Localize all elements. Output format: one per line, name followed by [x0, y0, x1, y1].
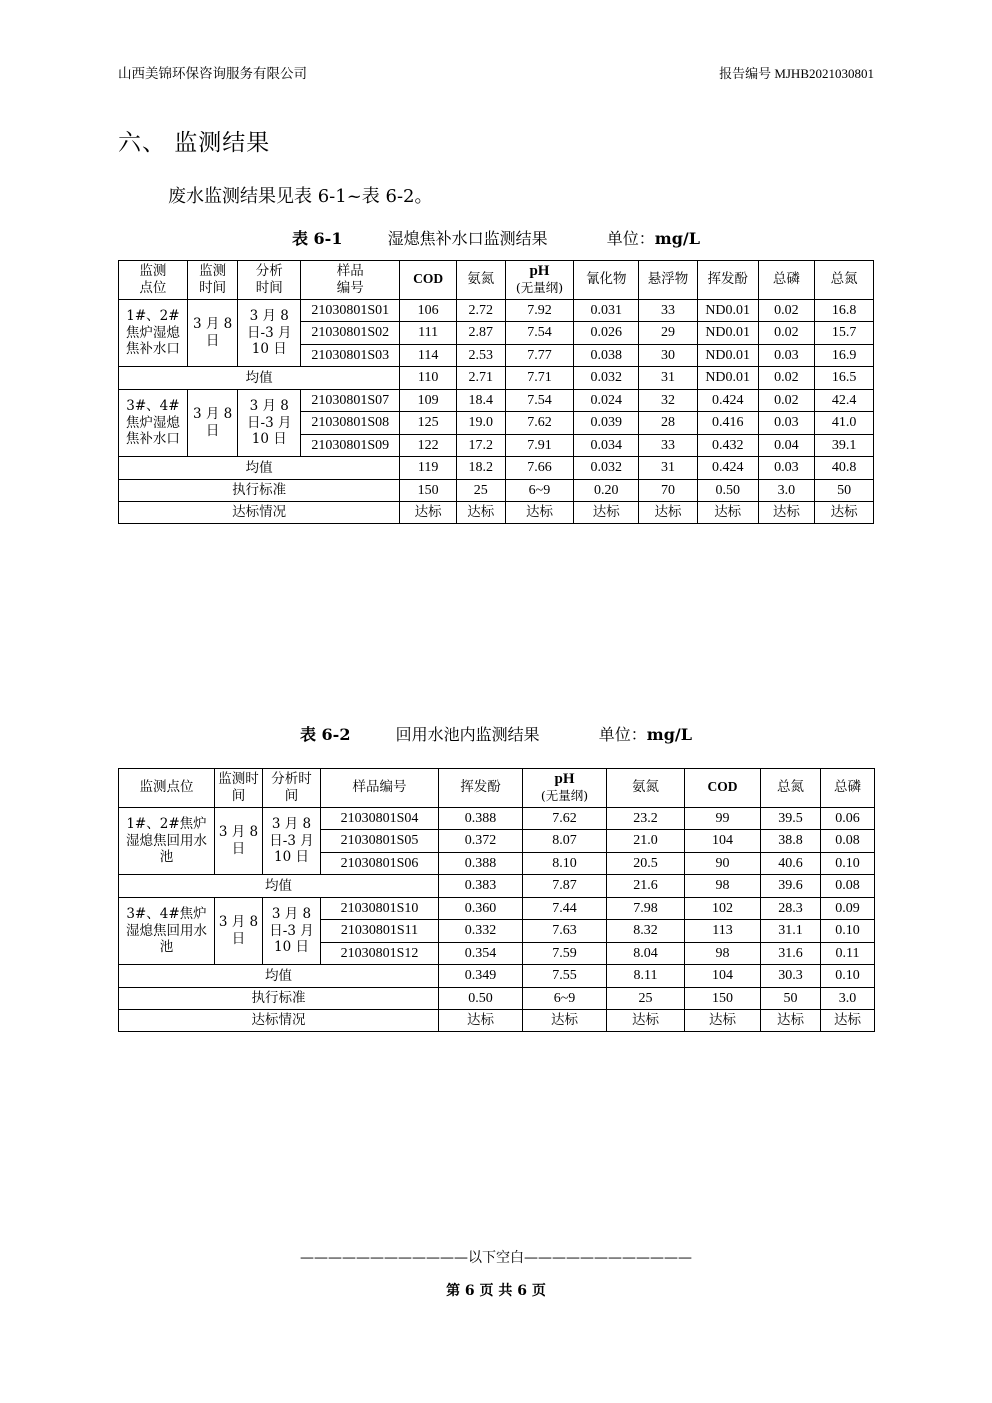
table2-g0-r1-tp: 0.08	[821, 830, 875, 853]
table2-g1-mean-label: 均值	[119, 965, 439, 988]
table1-g0-r1-tn: 15.7	[815, 322, 874, 345]
table2-g1-r0-phenol: 0.360	[439, 897, 523, 920]
table2-g0-r2-phenol: 0.388	[439, 852, 523, 875]
table1-col-ph-label: pH	[529, 263, 550, 280]
table2-g0-r0-cod: 99	[685, 807, 761, 830]
table1-col-ph-sub: (无量纲)	[515, 279, 564, 295]
table2-g0-mean-tp: 0.08	[821, 875, 875, 898]
table-row	[119, 807, 875, 830]
table2-g1-r2-sample: 21030801S12	[321, 942, 439, 965]
table2-compliance-row	[119, 1010, 875, 1032]
table1-g1-mean-phenol: 0.424	[697, 457, 758, 480]
table1-g0-r0-tn: 16.8	[815, 299, 874, 322]
table-row	[119, 897, 875, 920]
table2-g1-r2-tn: 31.6	[761, 942, 821, 965]
table1-compliance-label: 达标情况	[119, 502, 400, 524]
table2-standard-ammonia: 25	[607, 987, 685, 1010]
table1-compliance-ammonia: 达标	[456, 502, 505, 524]
table2-g1-r2-ammonia: 8.04	[607, 942, 685, 965]
table2-g0-mean-tn: 39.6	[761, 875, 821, 898]
table1-caption-unit-label: 单位：	[606, 229, 655, 248]
table1-g0-r0-cyanide: 0.031	[574, 299, 639, 322]
table1-compliance-phenol: 达标	[697, 502, 758, 524]
table1-g1-mean-row	[119, 457, 874, 480]
table2-g1-mean-row	[119, 965, 875, 988]
table2-g1-r1-ph: 7.63	[523, 920, 607, 943]
table2-g0-mean-ph: 7.87	[523, 875, 607, 898]
table2-caption-number: 表 6-2	[299, 725, 351, 744]
table1-g0-mean-phenol: ND0.01	[697, 367, 758, 390]
table2-g0-anatime: 3 月 8 日-3 月 10 日	[263, 807, 321, 875]
table2-g0-r1-sample: 21030801S05	[321, 830, 439, 853]
table1-g1-r1-phenol: 0.416	[697, 412, 758, 435]
page-footer: 第 6 页 共 6 页	[446, 1283, 546, 1299]
table1-g0-r2-tn: 16.9	[815, 344, 874, 367]
table2-g1-mean-tn: 30.3	[761, 965, 821, 988]
table1-g0-r0-phenol: ND0.01	[697, 299, 758, 322]
table2-g1-mean-cod: 104	[685, 965, 761, 988]
table1-g1-point: 3#、4#焦炉湿熄焦补水口	[119, 389, 188, 457]
table2-g0-point: 1#、2#焦炉湿熄焦回用水池	[119, 807, 215, 875]
table2-g1-r2-cod: 98	[685, 942, 761, 965]
table2-standard-tn: 50	[761, 987, 821, 1010]
table1-compliance-tp: 达标	[758, 502, 815, 524]
table1-col-cyanide: 氰化物	[574, 261, 639, 300]
page-title: 六、 监测结果	[118, 130, 271, 156]
table2-caption	[118, 722, 874, 745]
table2-g0-r0-tn: 39.5	[761, 807, 821, 830]
table1-caption-unit-value: mg/L	[654, 229, 701, 248]
table1-col-ammonia: 氨氮	[456, 261, 505, 300]
table1-g0-r2-ph: 7.77	[505, 344, 574, 367]
table1-g1-r1-ammonia: 19.0	[456, 412, 505, 435]
table2-standard-phenol: 0.50	[439, 987, 523, 1010]
table2-g1-r0-sample: 21030801S10	[321, 897, 439, 920]
table2-g0-mean-label: 均值	[119, 875, 439, 898]
table1-g0-r1-cyanide: 0.026	[574, 322, 639, 345]
table1-standard-tn: 50	[815, 479, 874, 502]
table2-compliance-phenol: 达标	[439, 1010, 523, 1032]
table1-g1-r1-suspended: 28	[639, 412, 698, 435]
table2-g0-r0-ammonia: 23.2	[607, 807, 685, 830]
table2-g1-r2-phenol: 0.354	[439, 942, 523, 965]
table1-g0-r2-sample: 21030801S03	[301, 344, 400, 367]
table1-g0-point: 1#、2#焦炉湿熄焦补水口	[119, 299, 188, 367]
table2-g1-r0-tn: 28.3	[761, 897, 821, 920]
table1-g1-mean-cod: 119	[400, 457, 457, 480]
table1-g0-r0-sample: 21030801S01	[301, 299, 400, 322]
table2-standard-label: 执行标准	[119, 987, 439, 1010]
table2-compliance-tn: 达标	[761, 1010, 821, 1032]
table2-g0-r2-ph: 8.10	[523, 852, 607, 875]
table2-g1-mean-ph: 7.55	[523, 965, 607, 988]
table2-g1-r1-tp: 0.10	[821, 920, 875, 943]
table1-caption-name: 湿熄焦补水口监测结果	[387, 229, 548, 248]
table2-g1-r1-ammonia: 8.32	[607, 920, 685, 943]
table1-standard-suspended: 70	[639, 479, 698, 502]
table1-g1-r0-cyanide: 0.024	[574, 389, 639, 412]
table-reuse-pool	[118, 768, 875, 1032]
table2-g1-r0-ammonia: 7.98	[607, 897, 685, 920]
table2-g1-mean-phenol: 0.349	[439, 965, 523, 988]
table1-col-tn: 总氮	[815, 261, 874, 300]
table1-standard-ph: 6~9	[505, 479, 574, 502]
table2-compliance-ph: 达标	[523, 1010, 607, 1032]
table1-g0-mean-tp: 0.02	[758, 367, 815, 390]
table1-col-ph	[505, 261, 574, 300]
table2-g0-r1-ph: 8.07	[523, 830, 607, 853]
table1-g0-mean-tn: 16.5	[815, 367, 874, 390]
table1-g0-r1-phenol: ND0.01	[697, 322, 758, 345]
table1-g1-r1-cod: 125	[400, 412, 457, 435]
table2-col-ph-label: pH	[554, 771, 575, 788]
table2-col-phenol: 挥发酚	[439, 769, 523, 808]
table1-g1-r1-cyanide: 0.039	[574, 412, 639, 435]
table2-g1-point: 3#、4#焦炉湿熄焦回用水池	[119, 897, 215, 965]
header-report-number: 报告编号 MJHB2021030801	[719, 66, 874, 81]
table1-g0-r1-cod: 111	[400, 322, 457, 345]
table2-g1-r0-ph: 7.44	[523, 897, 607, 920]
table1-g0-mean-label: 均值	[119, 367, 400, 390]
table1-g1-r2-ammonia: 17.2	[456, 434, 505, 457]
table1-g1-r1-sample: 21030801S08	[301, 412, 400, 435]
table2-compliance-tp: 达标	[821, 1010, 875, 1032]
table2-g0-r2-sample: 21030801S06	[321, 852, 439, 875]
table1-standard-cod: 150	[400, 479, 457, 502]
table1-g1-r2-tp: 0.04	[758, 434, 815, 457]
table1-g1-r1-tn: 41.0	[815, 412, 874, 435]
table1-g0-r2-phenol: ND0.01	[697, 344, 758, 367]
table1-g0-r2-cod: 114	[400, 344, 457, 367]
table1-g1-mean-tp: 0.03	[758, 457, 815, 480]
table1-g1-r0-phenol: 0.424	[697, 389, 758, 412]
table1-g1-r0-ammonia: 18.4	[456, 389, 505, 412]
table2-caption-unit-value: mg/L	[646, 725, 693, 744]
table1-standard-ammonia: 25	[456, 479, 505, 502]
table1-g1-mean-suspended: 31	[639, 457, 698, 480]
table1-g1-mean-label: 均值	[119, 457, 400, 480]
table2-g0-r1-ammonia: 21.0	[607, 830, 685, 853]
table1-g1-r2-tn: 39.1	[815, 434, 874, 457]
table2-col-ammonia: 氨氮	[607, 769, 685, 808]
table2-g0-mean-row	[119, 875, 875, 898]
table-row	[119, 299, 874, 322]
table1-col-suspended: 悬浮物	[639, 261, 698, 300]
table1-g1-r2-cod: 122	[400, 434, 457, 457]
intro-paragraph: 废水监测结果见表 6-1~表 6-2。	[168, 186, 433, 207]
table1-g0-r0-ammonia: 2.72	[456, 299, 505, 322]
table1-compliance-row	[119, 502, 874, 524]
table1-g1-mean-ammonia: 18.2	[456, 457, 505, 480]
table1-g0-r0-cod: 106	[400, 299, 457, 322]
blank-note: ————————————以下空白————————————	[300, 1250, 692, 1266]
table1-standard-cyanide: 0.20	[574, 479, 639, 502]
table2-standard-tp: 3.0	[821, 987, 875, 1010]
table1-g0-mean-cod: 110	[400, 367, 457, 390]
table1-g0-mean-cyanide: 0.032	[574, 367, 639, 390]
table1-compliance-tn: 达标	[815, 502, 874, 524]
table2-col-point: 监测点位	[119, 769, 215, 808]
table1-g1-r2-cyanide: 0.034	[574, 434, 639, 457]
table1-col-anatime: 分析 时间	[238, 261, 301, 300]
table2-g1-mean-ammonia: 8.11	[607, 965, 685, 988]
table2-g1-r0-cod: 102	[685, 897, 761, 920]
table2-g1-anatime: 3 月 8 日-3 月 10 日	[263, 897, 321, 965]
table1-caption-number: 表 6-1	[291, 229, 343, 248]
table1-g1-r2-phenol: 0.432	[697, 434, 758, 457]
table1-g1-r1-ph: 7.62	[505, 412, 574, 435]
table1-g0-r2-suspended: 30	[639, 344, 698, 367]
table2-standard-cod: 150	[685, 987, 761, 1010]
table1-standard-tp: 3.0	[758, 479, 815, 502]
table2-col-cod: COD	[685, 769, 761, 808]
header-company: 山西美锦环保咨询服务有限公司	[118, 66, 307, 82]
table1-g1-r0-suspended: 32	[639, 389, 698, 412]
table2-g1-r1-phenol: 0.332	[439, 920, 523, 943]
table1-g0-r0-ph: 7.92	[505, 299, 574, 322]
table2-caption-unit-label: 单位：	[598, 725, 647, 744]
table1-g0-anatime: 3 月 8 日-3 月 10 日	[238, 299, 301, 367]
table2-g1-r0-tp: 0.09	[821, 897, 875, 920]
table2-g0-montime: 3 月 8 日	[215, 807, 263, 875]
table1-col-point: 监测 点位	[119, 261, 188, 300]
table2-g0-r0-sample: 21030801S04	[321, 807, 439, 830]
table2-g1-r1-sample: 21030801S11	[321, 920, 439, 943]
table1-g1-r0-tp: 0.02	[758, 389, 815, 412]
table1-g1-anatime: 3 月 8 日-3 月 10 日	[238, 389, 301, 457]
table1-g0-r1-ammonia: 2.87	[456, 322, 505, 345]
table1-compliance-ph: 达标	[505, 502, 574, 524]
table2-g0-r1-cod: 104	[685, 830, 761, 853]
table1-col-tp: 总磷	[758, 261, 815, 300]
table1-standard-row	[119, 479, 874, 502]
table-wastewater-makeup-water	[118, 260, 874, 524]
table1-compliance-cyanide: 达标	[574, 502, 639, 524]
table2-g0-r2-tp: 0.10	[821, 852, 875, 875]
table2-header-row	[119, 769, 875, 808]
table1-standard-phenol: 0.50	[697, 479, 758, 502]
table1-caption	[118, 226, 874, 249]
table2-g1-r1-tn: 31.1	[761, 920, 821, 943]
table1-g0-r1-suspended: 29	[639, 322, 698, 345]
table2-g0-r2-ammonia: 20.5	[607, 852, 685, 875]
table1-g1-mean-ph: 7.66	[505, 457, 574, 480]
table2-g0-r0-tp: 0.06	[821, 807, 875, 830]
table2-col-tn: 总氮	[761, 769, 821, 808]
table1-g0-montime: 3 月 8 日	[187, 299, 238, 367]
table2-g1-r2-ph: 7.59	[523, 942, 607, 965]
table2-standard-ph: 6~9	[523, 987, 607, 1010]
table1-g0-mean-suspended: 31	[639, 367, 698, 390]
table1-g1-mean-cyanide: 0.032	[574, 457, 639, 480]
table1-g0-r2-tp: 0.03	[758, 344, 815, 367]
table1-g0-mean-row	[119, 367, 874, 390]
page-header	[118, 62, 874, 82]
table1-col-sample: 样品 编号	[301, 261, 400, 300]
table1-compliance-cod: 达标	[400, 502, 457, 524]
table1-g0-r2-ammonia: 2.53	[456, 344, 505, 367]
table2-col-anatime: 分析时 间	[263, 769, 321, 808]
table1-g1-mean-tn: 40.8	[815, 457, 874, 480]
table1-g0-mean-ph: 7.71	[505, 367, 574, 390]
table1-standard-label: 执行标准	[119, 479, 400, 502]
table2-g0-mean-phenol: 0.383	[439, 875, 523, 898]
table1-g0-r1-ph: 7.54	[505, 322, 574, 345]
table1-g0-mean-ammonia: 2.71	[456, 367, 505, 390]
table1-col-cod: COD	[400, 261, 457, 300]
table2-g0-r0-phenol: 0.388	[439, 807, 523, 830]
table2-compliance-cod: 达标	[685, 1010, 761, 1032]
table2-caption-name: 回用水池内监测结果	[395, 725, 540, 744]
table1-g0-r2-cyanide: 0.038	[574, 344, 639, 367]
table2-col-sample: 样品编号	[321, 769, 439, 808]
table2-g0-r1-phenol: 0.372	[439, 830, 523, 853]
table2-col-ph	[523, 769, 607, 808]
table2-g0-r2-cod: 90	[685, 852, 761, 875]
table1-g1-r1-tp: 0.03	[758, 412, 815, 435]
table1-g1-r0-ph: 7.54	[505, 389, 574, 412]
table2-g0-r1-tn: 38.8	[761, 830, 821, 853]
table1-g0-r0-suspended: 33	[639, 299, 698, 322]
table2-g1-r2-tp: 0.11	[821, 942, 875, 965]
table2-g0-mean-ammonia: 21.6	[607, 875, 685, 898]
table1-header-row	[119, 261, 874, 300]
table2-g0-r0-ph: 7.62	[523, 807, 607, 830]
table2-compliance-label: 达标情况	[119, 1010, 439, 1032]
table2-g1-r1-cod: 113	[685, 920, 761, 943]
table2-col-ph-sub: (无量纲)	[540, 787, 589, 803]
table2-col-montime: 监测时 间	[215, 769, 263, 808]
table2-compliance-ammonia: 达标	[607, 1010, 685, 1032]
table2-g1-mean-tp: 0.10	[821, 965, 875, 988]
table1-g1-r0-sample: 21030801S07	[301, 389, 400, 412]
table1-g1-r0-tn: 42.4	[815, 389, 874, 412]
table1-g1-r0-cod: 109	[400, 389, 457, 412]
table1-g1-r2-suspended: 33	[639, 434, 698, 457]
table1-g1-r2-ph: 7.91	[505, 434, 574, 457]
table2-g0-r2-tn: 40.6	[761, 852, 821, 875]
table1-g1-montime: 3 月 8 日	[187, 389, 238, 457]
table1-g1-r2-sample: 21030801S09	[301, 434, 400, 457]
table1-compliance-suspended: 达标	[639, 502, 698, 524]
table1-col-montime: 监测 时间	[187, 261, 238, 300]
table-row	[119, 389, 874, 412]
table2-col-tp: 总磷	[821, 769, 875, 808]
table2-g0-mean-cod: 98	[685, 875, 761, 898]
table1-col-phenol: 挥发酚	[697, 261, 758, 300]
table2-g1-montime: 3 月 8 日	[215, 897, 263, 965]
table1-g0-r1-tp: 0.02	[758, 322, 815, 345]
table1-g0-r0-tp: 0.02	[758, 299, 815, 322]
table2-standard-row	[119, 987, 875, 1010]
table1-g0-r1-sample: 21030801S02	[301, 322, 400, 345]
